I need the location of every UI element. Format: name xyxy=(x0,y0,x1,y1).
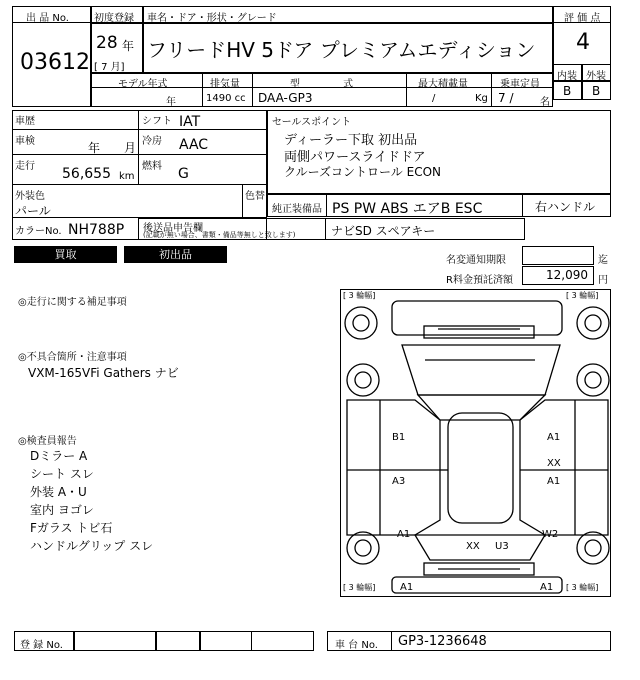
equipment-value: PS PW ABS エアB ESC xyxy=(332,201,483,217)
name-change-unit: 迄 xyxy=(598,255,608,266)
ac-label: 冷房 xyxy=(142,136,162,147)
equipment-label: 純正装備品 xyxy=(272,204,322,215)
damage-xx-right: XX xyxy=(547,458,561,469)
inspector-label: ◎検査員報告 xyxy=(18,436,77,447)
damage-a1-bottom-right: A1 xyxy=(540,582,554,593)
corner-label-tr: [ 3 輪幅] xyxy=(566,291,599,300)
name-change-label: 名変通知期限 xyxy=(446,255,506,266)
chassis-label: 車 台 No. xyxy=(335,640,378,651)
year-value: 28 xyxy=(96,33,118,53)
damage-a1-right-upper: A1 xyxy=(547,432,561,443)
exterior-score: B xyxy=(592,84,601,98)
damage-a1-right-mid: A1 xyxy=(547,476,561,487)
reg-no-cell-1 xyxy=(74,631,156,651)
fuel-value: G xyxy=(178,166,189,182)
lot-number: 03612 xyxy=(20,50,90,75)
exterior-label: 外装 xyxy=(586,71,606,82)
displacement-label: 排気量 xyxy=(210,79,240,90)
sales-point-1: ディーラー下取 初出品 xyxy=(284,133,418,148)
recycle-unit: 円 xyxy=(598,275,608,286)
load-value: / xyxy=(432,93,436,104)
mileage-value: 56,655 xyxy=(62,166,111,182)
damage-w2: W2 xyxy=(542,529,559,540)
first-listing-tag: 初出品 xyxy=(124,246,227,263)
driving-notes-label: ◎走行に関する補足事項 xyxy=(18,297,127,308)
sales-point-2: 両側パワースライドドア xyxy=(284,150,426,165)
inspector-line-1: Dミラー A xyxy=(30,449,88,463)
model-year-unit: 年 xyxy=(166,97,176,108)
defects-label: ◎不具合箇所・注意事項 xyxy=(18,352,127,363)
capacity-unit: 名 xyxy=(540,97,550,108)
docs-value: ナビSD スペアキー xyxy=(331,224,436,238)
corner-label-bl: [ 3 輪幅] xyxy=(343,583,376,592)
sales-point-3: クルーズコントロール ECON xyxy=(284,165,441,179)
mileage-label: 走行 xyxy=(15,161,35,172)
mileage-unit: km xyxy=(119,171,135,182)
damage-xx-rear: XX xyxy=(466,541,480,552)
recycle-value: 12,090 xyxy=(546,268,588,282)
ext-color-value: パール xyxy=(15,204,51,218)
first-reg-label: 初度登録 xyxy=(94,13,134,24)
steering-value: 右ハンドル xyxy=(535,200,596,214)
chassis-value: GP3-1236648 xyxy=(398,634,487,649)
shift-label: シフト xyxy=(142,116,172,127)
recycle-label: R料金預託済額 xyxy=(446,275,513,286)
capacity-value: 7 / xyxy=(498,91,514,105)
corner-label-tl: [ 3 輪幅] xyxy=(343,291,376,300)
damage-a3: A3 xyxy=(392,476,406,487)
interior-label: 内装 xyxy=(557,71,577,82)
interior-score: B xyxy=(563,84,572,98)
year-unit: 年 xyxy=(122,39,135,53)
sales-points-label: セールスポイント xyxy=(272,117,352,128)
score-label: 評 価 点 xyxy=(564,13,601,24)
inspector-line-5: Fガラス トビ石 xyxy=(30,521,113,535)
month-text: [ 7 月] xyxy=(94,62,125,73)
damage-a1-left-lower: A1 xyxy=(397,529,411,540)
load-label: 最大積載量 xyxy=(418,79,468,90)
model-label: 車名・ドア・形状・グレード xyxy=(147,13,277,24)
inspector-line-2: シート スレ xyxy=(30,467,94,481)
fuel-label: 燃料 xyxy=(142,161,162,172)
color-no-value: NH788P xyxy=(68,222,125,238)
reg-no-cell-3 xyxy=(200,631,252,651)
reg-no-cell-2 xyxy=(156,631,200,651)
reg-no-label: 登 録 No. xyxy=(20,640,63,651)
corner-label-br: [ 3 輪幅] xyxy=(566,583,599,592)
damage-u3: U3 xyxy=(495,541,509,552)
ext-color-label: 外装色 xyxy=(15,191,45,202)
damage-a1-bottom-left: A1 xyxy=(400,582,414,593)
damage-b1: B1 xyxy=(392,432,406,443)
ac-value: AAC xyxy=(179,137,209,153)
capacity-label: 乗車定員 xyxy=(500,79,540,90)
inspection-year: 年 xyxy=(88,141,101,155)
load-unit: Kg xyxy=(475,93,488,104)
type-label: 型 式 xyxy=(290,79,354,90)
inspector-line-6: ハンドルグリップ スレ xyxy=(30,539,154,553)
score-value: 4 xyxy=(576,30,590,55)
car-name: フリードHV 5ドア プレミアムエディション xyxy=(147,38,536,62)
defects-text: VXM-165VFi Gathers ナビ xyxy=(28,366,179,380)
inspection-month: 月 xyxy=(124,141,137,155)
history-label: 車歴 xyxy=(15,116,35,127)
buy-tag: 買取 xyxy=(14,246,117,263)
inspector-line-3: 外装 A・U xyxy=(30,485,87,499)
lot-label: 出 品 No. xyxy=(26,13,69,24)
repaint-label: 色替 xyxy=(245,191,265,202)
docs-label: 後送品申告欄 xyxy=(143,223,203,234)
type-value: DAA-GP3 xyxy=(258,91,313,105)
shift-value: IAT xyxy=(179,114,201,130)
inspector-line-4: 室内 ヨゴレ xyxy=(30,503,94,517)
inspection-label: 車検 xyxy=(15,136,35,147)
docs-note: (記載が無い場合、書類・備品等無しと致します) xyxy=(143,231,296,239)
color-no-label: カラーNo. xyxy=(15,226,62,237)
displacement-value: 1490 cc xyxy=(206,93,246,104)
model-year-label: モデル年式 xyxy=(118,79,168,90)
